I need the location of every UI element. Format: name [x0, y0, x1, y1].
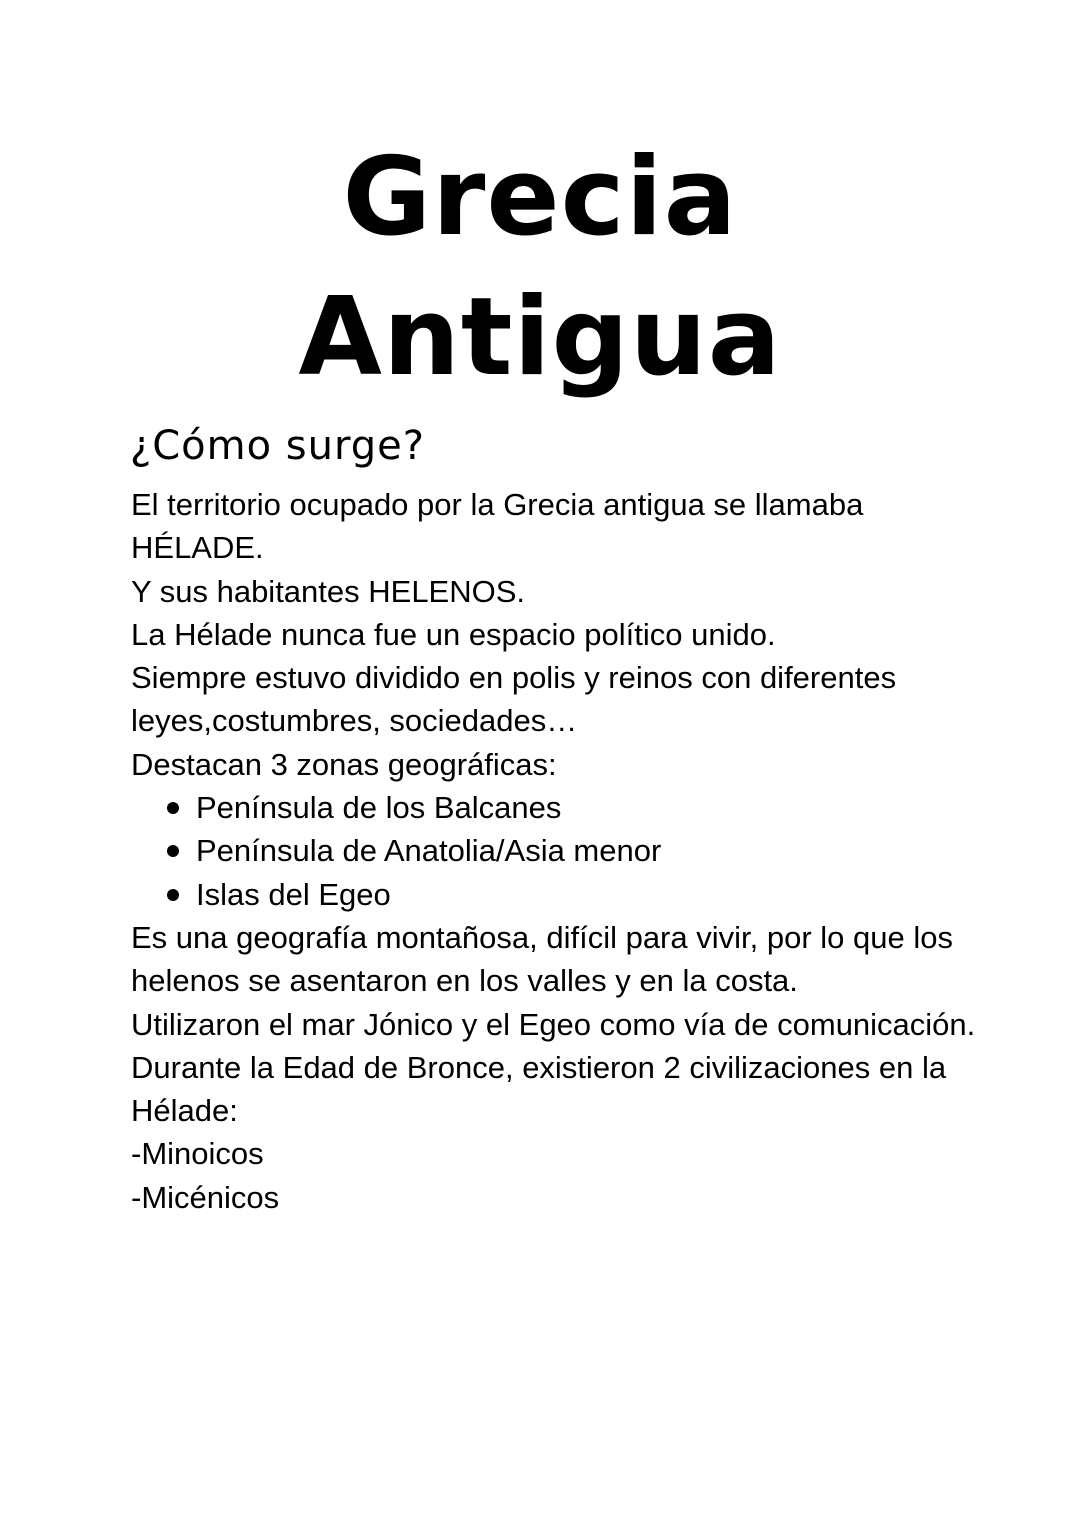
paragraph: Y sus habitantes HELENOS.: [131, 573, 526, 609]
title-line-2: Antigua: [298, 275, 782, 400]
page-title: [0, 128, 1080, 408]
list-item: [131, 873, 991, 916]
title-line-1: Grecia: [342, 135, 738, 260]
paragraph: Utilizaron el mar Jónico y el Egeo como vía de comunicación.: [131, 1006, 976, 1042]
section-heading: ¿Cómo surge?: [130, 423, 425, 469]
paragraph: El territorio ocupado por la Grecia antigua se llamaba HÉLADE.: [131, 487, 864, 566]
bullet-icon: [167, 845, 179, 857]
civilization-item: -Minoicos: [131, 1136, 264, 1172]
paragraph: La Hélade nunca fue un espacio político unido.: [131, 616, 776, 652]
civilization-item: -Micénicos: [131, 1179, 280, 1215]
paragraph: Durante la Edad de Bronce, existieron 2 civilizaciones en la Hélade:: [131, 1049, 947, 1129]
bullet-icon: [167, 889, 179, 901]
paragraph: Siempre estuvo dividido en polis y reinos con diferentes leyes,costumbres, sociedades…: [131, 660, 897, 739]
list-item: [131, 829, 991, 872]
list-item: [131, 786, 991, 829]
list-item-label: Península de Anatolia/Asia menor: [196, 833, 662, 869]
list-item-label: Islas del Egeo: [196, 876, 391, 912]
bullet-icon: [167, 802, 179, 814]
zones-list: [131, 786, 991, 916]
list-item-label: Península de los Balcanes: [196, 790, 562, 826]
paragraph: Es una geografía montañosa, difícil para vivir, por lo que los helenos se asentaron en los valles y en la costa.: [131, 919, 953, 999]
paragraph: Destacan 3 zonas geográficas:: [131, 746, 557, 782]
body-text: [131, 483, 991, 1219]
